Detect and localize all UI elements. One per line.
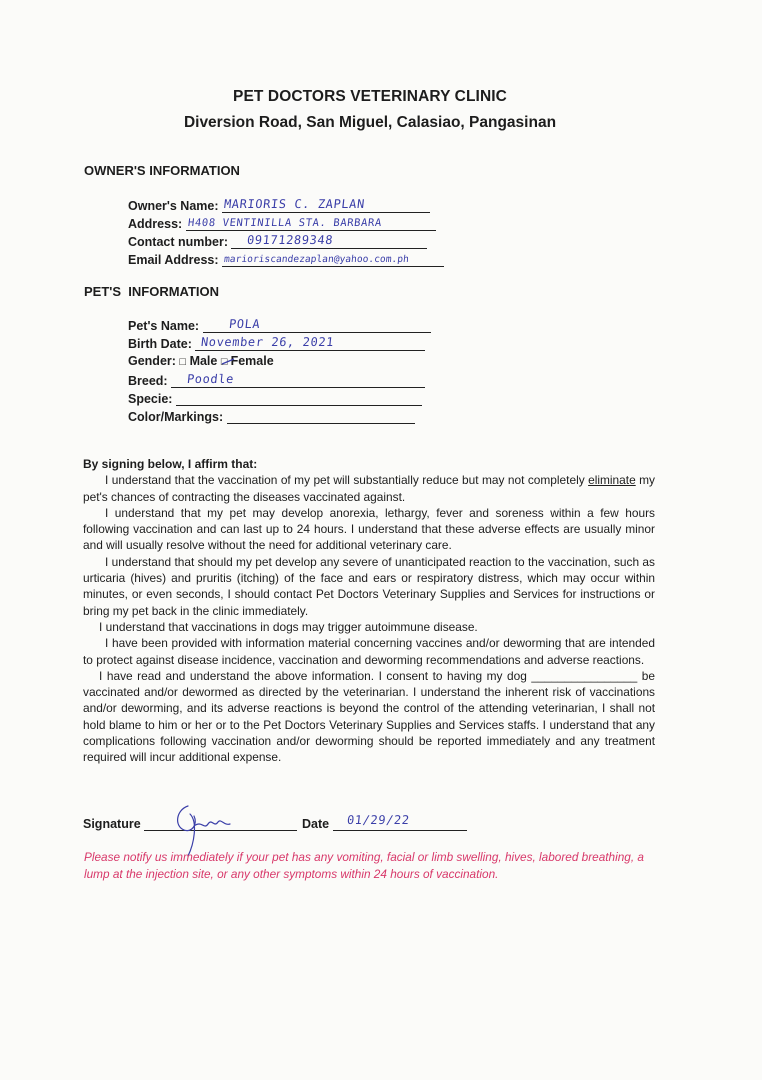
pet-section-title: PET'S INFORMATION (84, 284, 220, 299)
pet-name-field (128, 317, 431, 333)
owner-contact-value: 09171289348 (246, 233, 335, 247)
owner-name-label: Owner's Name: (128, 199, 219, 213)
consent-paragraph-1 (83, 472, 655, 505)
date-line[interactable] (333, 813, 467, 831)
owner-name-value: MARIORIS C. ZAPLAN (223, 197, 366, 211)
consent-p1-end: my pet's chances of contracting the diseases vaccinated against. (83, 473, 655, 504)
consent-statement (83, 456, 655, 766)
owner-address-label: Address: (128, 217, 183, 231)
date-field (302, 813, 467, 831)
pet-breed-line[interactable] (171, 372, 425, 388)
consent-p6-end: be vaccinated and/or dewormed as directed by the veterinarian. I understand the inherent risk of vaccinations and/or deworming, and its adverse reactions is beyond the control of the attending veterinarian, I shall not hold blame to him or her or to the Pet Doctors Veterinary Supplies and Services staffs. I understand that any complications following vaccination and/or deworming should be reported immediately and any treatment required will incur additional expense. (83, 668, 655, 765)
pet-color-field (128, 408, 415, 424)
pet-specie-field (128, 390, 422, 406)
owner-address-line[interactable] (186, 215, 436, 231)
pet-gender-field (128, 354, 274, 368)
consent-heading: By signing below, I affirm that: (83, 457, 258, 471)
female-checkbox-box: □ (220, 356, 228, 368)
consent-paragraph-2: I understand that my pet may develop anorexia, lethargy, fever and soreness within a few hours following vaccination and can last up to 24 hours. I understand that these adverse effects are usually minor and will usually resolve without the need for additional veterinary care. (83, 505, 655, 553)
post-vaccination-notice: Please notify us immediately if your pet has any vomiting, facial or limb swelling, hives, labored breathing, a lump at the injection site, or any other symptoms within 24 hours of vaccination. (84, 850, 644, 881)
consent-p6-text: I have read and understand the above information. I consent to having my dog (99, 668, 527, 683)
owner-contact-line[interactable] (231, 233, 427, 249)
pet-gender-label: Gender: (128, 354, 176, 368)
signature-label: Signature (83, 817, 141, 831)
pet-birthdate-value: November 26, 2021 (200, 335, 336, 349)
pet-birthdate-label: Birth Date: (128, 337, 192, 351)
female-label: Female (230, 354, 274, 368)
consent-p1-text: I understand that the vaccination of my pet will substantially reduce but may not completely (105, 473, 585, 488)
consent-paragraph-6 (83, 668, 655, 766)
owner-address-field (128, 215, 436, 231)
male-label: Male (189, 354, 218, 368)
pet-birthdate-line[interactable] (195, 335, 425, 351)
male-checkbox[interactable]: □ (179, 356, 187, 368)
pet-birthdate-field (128, 335, 425, 351)
owner-email-field (128, 251, 444, 267)
owner-section-title: OWNER'S INFORMATION (84, 163, 240, 178)
clinic-address: Diversion Road, San Miguel, Calasiao, Pangasinan (183, 114, 557, 131)
owner-contact-label: Contact number: (128, 235, 228, 249)
pet-breed-value: Poodle (186, 372, 235, 386)
owner-address-value: H408 VENTINILLA STA. BARBARA (187, 217, 383, 229)
consent-paragraph-3: I understand that should my pet develop any severe of unanticipated reaction to the vaccination, such as urticaria (hives) and pruritis (itching) of the face and ears or respiratory distress, which may occur within minutes, or even seconds, I should contact Pet Doctors Veterinary Supplies and Services for instructions or bring my pet back in the clinic immediately. (83, 554, 655, 618)
owner-email-value: marioriscandezaplan@yahoo.com.ph (223, 254, 410, 265)
pet-name-value: POLA (227, 317, 261, 331)
pet-specie-line[interactable] (176, 390, 422, 406)
pet-specie-label: Specie: (128, 392, 173, 406)
check-mark-icon (221, 357, 235, 367)
consent-paragraph-5: I have been provided with information material concerning vaccines and/or deworming that are intended to protect against disease incidence, vaccination and deworming recommendations and adverse reactions. (83, 636, 655, 667)
owner-contact-field (128, 233, 427, 249)
owner-email-label: Email Address: (128, 253, 219, 267)
pet-name-label: Pet's Name: (128, 319, 200, 333)
consent-p1-underlined: eliminate (588, 473, 636, 488)
owner-name-line[interactable] (222, 197, 430, 213)
pet-breed-field (128, 372, 425, 388)
pet-name-line[interactable] (203, 317, 431, 333)
owner-email-line[interactable] (222, 251, 444, 267)
date-label: Date (302, 817, 330, 831)
dog-name-blank[interactable]: ________________ (531, 668, 638, 683)
pet-breed-label: Breed: (128, 374, 168, 388)
date-value: 01/29/22 (345, 813, 410, 827)
clinic-name: PET DOCTORS VETERINARY CLINIC (233, 88, 507, 105)
owner-name-field (128, 197, 430, 213)
pet-color-line[interactable] (227, 408, 415, 424)
female-checkbox[interactable] (221, 356, 231, 368)
consent-paragraph-4: I understand that vaccinations in dogs may trigger autoimmune disease. (99, 619, 478, 634)
pet-color-label: Color/Markings: (128, 410, 224, 424)
